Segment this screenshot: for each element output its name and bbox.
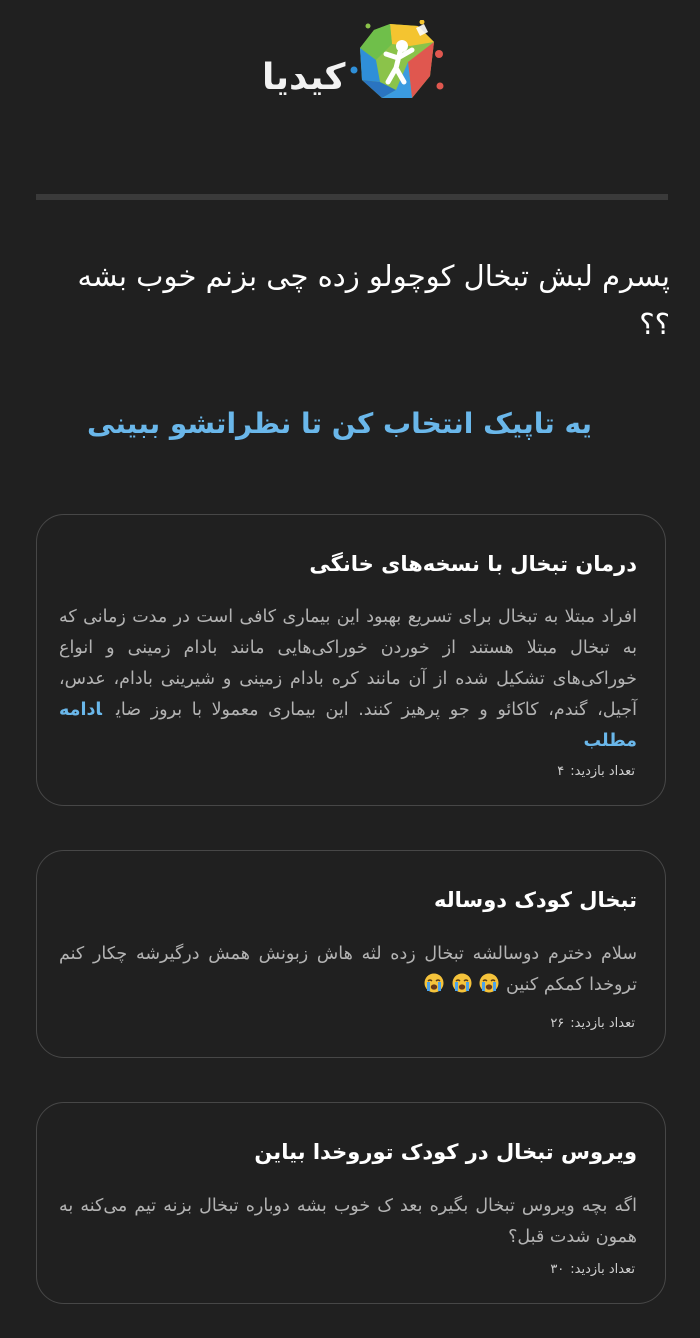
- post-card[interactable]: [36, 1102, 666, 1304]
- views-value: ۲۶: [550, 1016, 565, 1031]
- post-excerpt: [59, 1191, 637, 1253]
- post-excerpt: [59, 939, 637, 1001]
- post-card[interactable]: [36, 514, 666, 806]
- views-label: تعداد بازدید:: [570, 1016, 635, 1031]
- post-title[interactable]: ویروس تبخال در کودک تورو‌خدا بیاین: [254, 1140, 637, 1164]
- post-excerpt-text: اگه بچه ویروس تبخال بگیره بعد ک خوب بشه دوباره تبخال بزنه تیم می‌کنه به همون شدت قبل؟: [59, 1196, 637, 1247]
- loudly-crying-face-icon: [479, 973, 499, 993]
- post-card[interactable]: [36, 850, 666, 1058]
- views-label: تعداد بازدید:: [570, 1262, 635, 1277]
- topic-prompt-heading: یه تاپیک انتخاب کن تا نظراتشو ببینی: [87, 407, 592, 440]
- post-title[interactable]: درمان تبخال با نسخه‌های خانگی: [309, 552, 637, 576]
- page-title: پسرم لبش تبخال کوچولو زده چی بزنم خوب بشه ؟؟: [77, 259, 670, 341]
- kite-child-logo-icon: [350, 20, 450, 104]
- loudly-crying-face-icon: [452, 973, 472, 993]
- post-view-count: [550, 1261, 635, 1279]
- post-excerpt: [59, 602, 637, 757]
- loudly-crying-face-icon: [424, 973, 444, 993]
- views-value: ۳۰: [550, 1262, 565, 1277]
- post-view-count: [557, 763, 635, 781]
- post-excerpt-text: سلام دخترم دوسالشه تبخال زده لثه هاش زبونش همش درگیرشه چکار کنم تروخدا کمکم کنین: [59, 944, 637, 995]
- views-value: ۴: [557, 764, 565, 779]
- views-label: تعداد بازدید:: [570, 764, 635, 779]
- post-title[interactable]: تبخال کودک دوساله: [434, 888, 637, 912]
- post-excerpt-text: افراد مبتلا به تبخال برای تسریع بهبود این بیماری کافی است در مدت زمانی که به تبخال مبتلا هستند از خوردن خوراکی‌هایی مانند بادام زمینی و انواع خوراکی‌های تشکیل شده از آن مانند کره بادام زمینی و شیرینی بادام، عدس، آجیل، گندم، کاکائو و جو پرهیز کنند. این بیماری معمولا با بروز ضای: [59, 607, 637, 720]
- logo-wordmark: کیدیا: [262, 57, 346, 98]
- read-more-link[interactable]: ادامه مطلب: [59, 700, 637, 751]
- site-logo[interactable]: [258, 20, 454, 104]
- header-divider: [36, 194, 668, 200]
- site-header: [0, 0, 700, 130]
- crying-emoji-group: [423, 975, 500, 995]
- post-view-count: [550, 1015, 635, 1033]
